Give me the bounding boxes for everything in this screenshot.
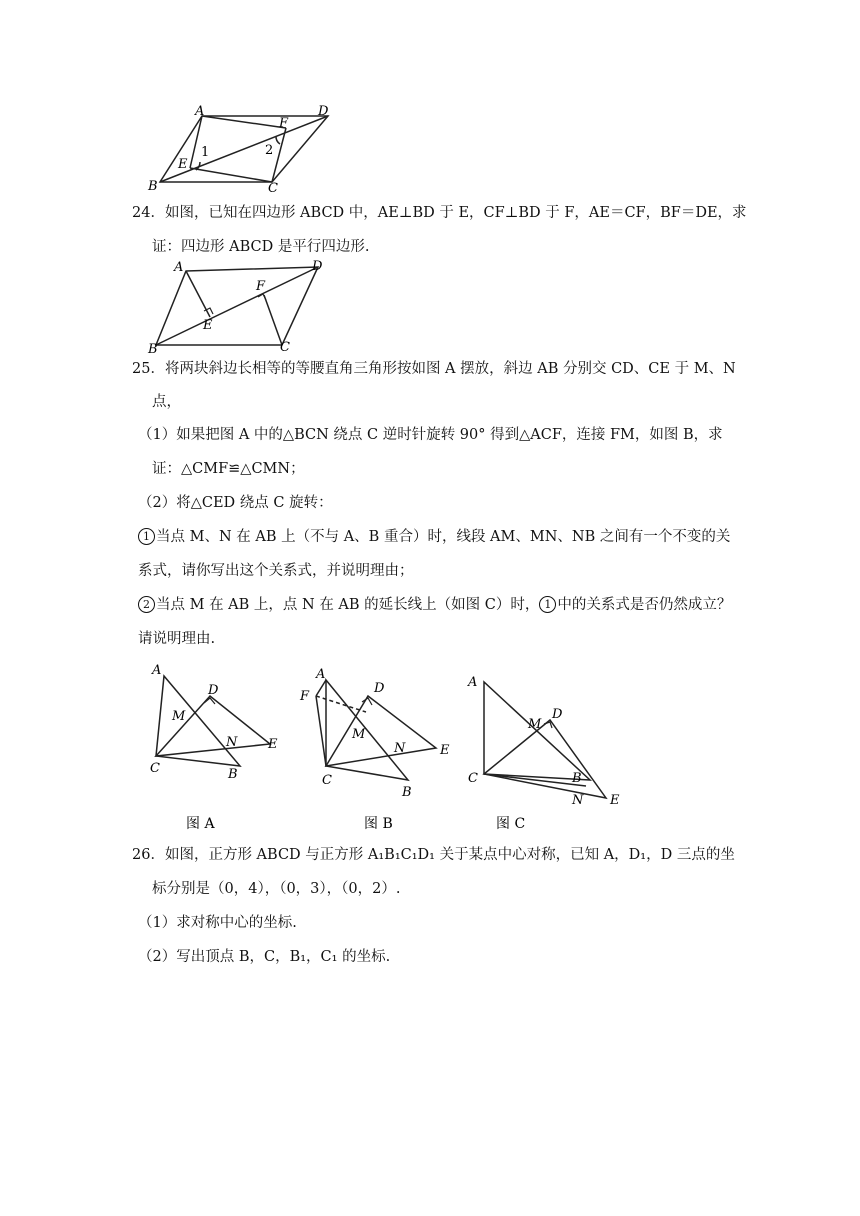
q25-case1-text: 当点 M、N 在 AB 上（不与 A、B 重合）时，线段 AM、MN、NB 之间有一个不变的关 — [156, 529, 731, 545]
q25-case1-line1 — [138, 527, 730, 547]
q25-case1-line2: 系式，请你写出这个关系式，并说明理由； — [138, 563, 414, 579]
label-E: E — [440, 743, 450, 758]
q26-part1: （1）求对称中心的坐标. — [138, 915, 297, 931]
figure-q24 — [140, 257, 340, 355]
label-F: F — [279, 116, 289, 131]
label-C: C — [322, 773, 332, 788]
label-A: A — [468, 675, 478, 690]
q25-case2-text-a: 当点 M 在 AB 上，点 N 在 AB 的延长线上（如图 C）时， — [156, 597, 540, 613]
q25-text-line1: 25．将两块斜边长相等的等腰直角三角形按如图 A 摆放，斜边 AB 分别交 CD、CE 于 M、N — [132, 361, 736, 377]
label-B: B — [572, 771, 582, 786]
q25-part2: （2）将△CED 绕点 C 旋转： — [138, 495, 333, 511]
circled-number: 1 — [138, 528, 155, 545]
q26-text-line1: 26．如图，正方形 ABCD 与正方形 A₁B₁C₁D₁ 关于某点中心对称，已知 A，D₁，D 三点的坐 — [132, 847, 735, 863]
label-D: D — [318, 104, 329, 119]
label-C: C — [150, 761, 160, 776]
figure-B-caption: 图 B — [364, 816, 393, 832]
q25-case2-text-b: 中的关系式是否仍然成立？ — [557, 597, 732, 613]
label-C: C — [280, 340, 290, 355]
label-D: D — [374, 681, 385, 696]
q24-text-line2: 证：四边形 ABCD 是平行四边形. — [152, 239, 370, 255]
q26-text-line2: 标分别是（0，4），（0，3），（0，2）. — [152, 881, 401, 897]
label-C: C — [468, 771, 478, 786]
label-A: A — [195, 104, 205, 119]
circled-number: 1 — [539, 596, 556, 613]
figure-B — [296, 658, 458, 836]
label-M: M — [352, 727, 366, 742]
label-B: B — [402, 785, 412, 800]
label-E: E — [203, 318, 213, 333]
label-A: A — [152, 663, 162, 678]
q25-case2-line1 — [138, 595, 731, 615]
figure-C — [462, 658, 627, 836]
label-A: A — [174, 260, 184, 275]
label-B: B — [148, 179, 158, 194]
label-M: M — [528, 717, 542, 732]
figure-A — [146, 658, 294, 836]
label-N: N — [226, 735, 238, 750]
label-B: B — [228, 767, 238, 782]
q25-part1-line2: 证：△CMF≌△CMN； — [152, 461, 305, 477]
label-D: D — [552, 707, 563, 722]
label-M: M — [172, 709, 186, 724]
label-E: E — [610, 793, 620, 808]
q25-part1-line1: （1）如果把图 A 中的△BCN 绕点 C 逆时针旋转 90° 得到△ACF，连接 FM，如图 B，求 — [138, 427, 723, 443]
figure-C-caption: 图 C — [496, 816, 526, 832]
q25-case2-line2: 请说明理由. — [138, 631, 216, 647]
angle-1-label: 1 — [201, 145, 210, 160]
label-D: D — [312, 259, 323, 274]
label-D: D — [208, 683, 219, 698]
label-A: A — [316, 667, 326, 682]
label-F: F — [256, 279, 266, 294]
angle-2-label: 2 — [265, 143, 274, 158]
label-B: B — [148, 342, 158, 355]
circled-number: 2 — [138, 596, 155, 613]
q24-text-line1: 24．如图，已知在四边形 ABCD 中，AE⊥BD 于 E，CF⊥BD 于 F，AE＝CF，BF＝DE，求 — [132, 205, 747, 221]
label-E: E — [178, 157, 188, 172]
label-N: N — [572, 793, 584, 808]
q26-part2: （2）写出顶点 B，C，B₁，C₁ 的坐标. — [138, 949, 391, 965]
label-F: F — [300, 689, 310, 704]
label-C: C — [268, 181, 278, 195]
figure-A-caption: 图 A — [186, 816, 215, 832]
label-E: E — [268, 737, 278, 752]
figure-top-parallelogram — [140, 100, 340, 195]
label-N: N — [394, 741, 406, 756]
q25-text-line2: 点， — [152, 394, 181, 410]
